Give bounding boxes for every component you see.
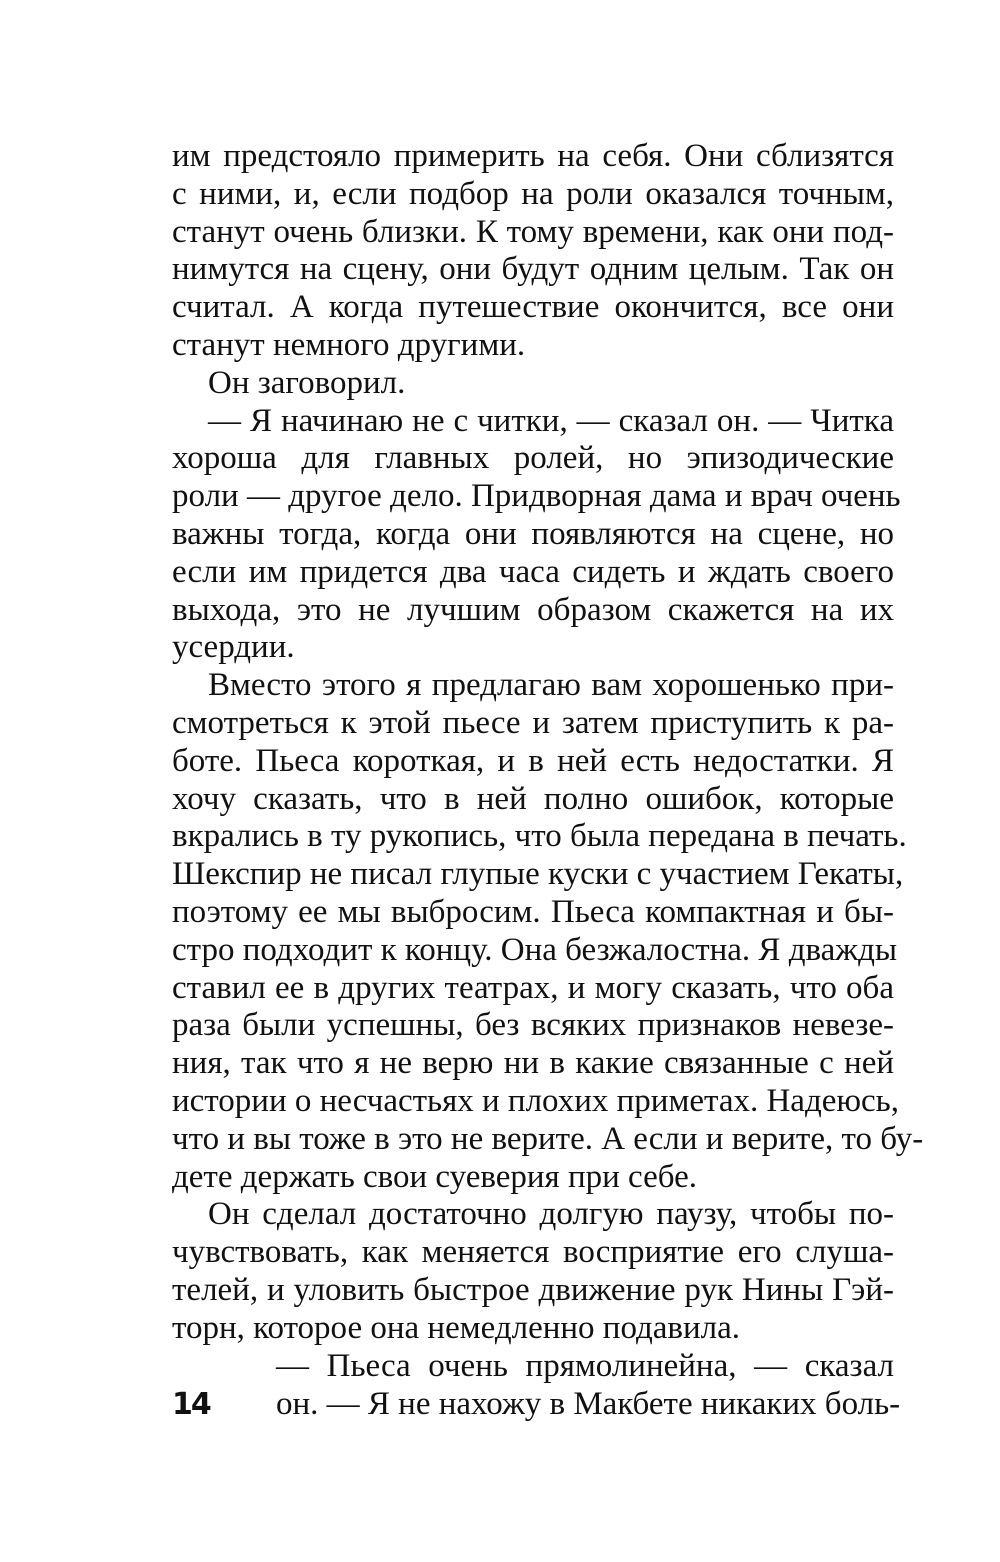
- text-line: боте. Пьеса короткая, и в ней есть недостатки. Я: [172, 742, 894, 779]
- footer-line-1: [172, 1348, 894, 1386]
- footer-text-1: — Пьеса очень прямолинейна, — сказал: [276, 1348, 894, 1384]
- text-line: станут очень близки. К тому времени, как они под-: [172, 213, 894, 250]
- text-line: — Я начинаю не с читки, — сказал он. — Читка: [208, 402, 894, 439]
- text-line: чувствовать, как меняется восприятие его слуша-: [172, 1234, 894, 1271]
- text-line: Вместо этого я предлагаю вам хорошенько при-: [208, 667, 894, 704]
- text-line: считал. А когда путешествие окончится, все они: [172, 289, 894, 326]
- text-line: роли — другое дело. Придворная дама и врач очень: [172, 478, 901, 515]
- text-line: с ними, и, если подбор на роли оказался точным,: [172, 175, 894, 212]
- footer-line-2: [172, 1386, 901, 1424]
- text-line: дете держать свои суеверия при себе.: [172, 1158, 697, 1195]
- text-line: ния, так что я не верю ни в какие связанные с ней: [172, 1045, 894, 1082]
- text-line: хочу сказать, что в ней полно ошибок, которые: [172, 780, 894, 817]
- text-line: стро подходит к концу. Она безжалостна. Я дважды: [172, 931, 898, 968]
- page-number: 14: [172, 1387, 210, 1422]
- text-line: нимутся на сцену, они будут одним целым. Так он: [172, 251, 894, 288]
- text-line: станут немного другими.: [172, 326, 526, 363]
- text-line: важны тогда, когда они появляются на сцене, но: [172, 515, 894, 552]
- footer-text-2: он. — Я не нахожу в Макбете никаких боль-: [276, 1386, 901, 1422]
- text-line: Он заговорил.: [208, 364, 406, 401]
- text-line: выхода, это не лучшим образом скажется на их: [172, 591, 894, 628]
- text-line: вкрались в ту рукопись, что была передана в печать.: [172, 818, 907, 855]
- text-line: им предстояло примерить на себя. Они сблизятся: [172, 138, 894, 174]
- text-line: усердии.: [172, 629, 295, 666]
- text-line: раза были успешны, без всяких признаков невезе-: [172, 1007, 894, 1044]
- text-line: Он сделал достаточно долгую паузу, чтобы по-: [208, 1196, 894, 1233]
- text-line: торн, которое она немедленно подавила.: [172, 1309, 741, 1346]
- text-line: поэтому ее мы выбросим. Пьеса компактная и бы-: [172, 893, 894, 930]
- text-line: хороша для главных ролей, но эпизодические: [172, 440, 894, 477]
- text-line: что и вы тоже в это не верите. А если и верите, то бу-: [172, 1120, 924, 1157]
- text-line: истории о несчастьях и плохих приметах. Надеюсь,: [172, 1082, 899, 1119]
- text-line: Шекспир не писал глупые куски с участием Гекаты,: [172, 856, 904, 893]
- text-line: если им придется два часа сидеть и ждать своего: [172, 553, 894, 590]
- text-line: смотреться к этой пьесе и затем приступить к ра-: [172, 704, 894, 741]
- text-line: телей, и уловить быстрое движение рук Нины Гэй-: [172, 1271, 894, 1308]
- text-line: ставил ее в других театрах, и могу сказать, что оба: [172, 969, 894, 1006]
- body-text: [172, 138, 924, 1348]
